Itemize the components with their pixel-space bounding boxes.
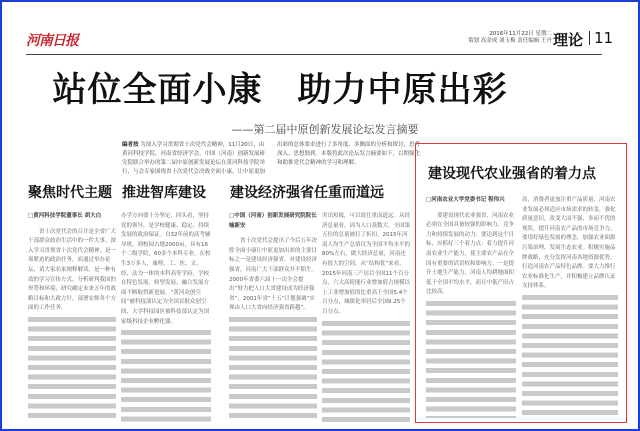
text-lines: [322, 318, 410, 422]
byline: □河南农业大学党委书记 程伟兴: [426, 197, 505, 203]
article-heading: 建设现代农业强省的着力点: [428, 166, 596, 182]
text-lines: [28, 314, 116, 422]
editor-note-label: 编者按: [122, 142, 139, 148]
article-text: 办学方向要十分坚定，回头看，坚持党的领导，是学校健康、稳定、持续发展的政治保证。自32年前的高考辅导班，到校园占地2000亩，具有16个二级学院，60多个本科专业，在校生3万多人，兼理、工、医、文、经、法为一体的本科高等学府，学校在特色发展、转型发展、融合发展方面不断取得新进展。“黄河众创空间”被科技部认定为全国首批众创空间，大学科技园区被科技部认定为国家级科技企业孵化器。: [121, 213, 211, 325]
article-heading: 推进智库建设: [122, 185, 206, 201]
article-heading: 建设经济强省任重而道远: [230, 185, 384, 201]
article-text: 要建设现代农业强省，河南农业必须在全国具备较强的影响力、竞争力和持续发展的动力。要达到这个目标，应抓好三个着力点：着力提升河南农业生产能力，使主要农产品在全国有重要的话语权和影响力。一是提升土地生产能力。河南人均耕地面积低于全国平均水平，而且中低产田占比较高。: [426, 212, 515, 296]
article-column: [28, 212, 116, 422]
newspaper-logo: 河南日报: [26, 33, 78, 49]
masthead-info: [462, 31, 552, 45]
divider: [589, 31, 590, 45]
issue-date: 2016年11月22日 星期二: [489, 31, 552, 37]
editor-note: [122, 141, 422, 177]
byline: □中国（河南）创新发展研究院院长 喻新安: [229, 213, 317, 229]
header-rule: [26, 54, 602, 55]
page-subtitle: ——第二届中原创新发展论坛发言摘要: [231, 123, 419, 136]
editor-note-text: 为深入学习贯彻省十次党代会精神，11月20日，由黄河科技学院、河南省经济学会、中国（河南）创新发展研究院联合举办的第二届中原创新发展论坛在黄河科技学院举行，与会专家围绕省十次党代会决战全面小康、让中原更加出彩的总体要求进行了多角度、多侧面的分析和探讨，思考深入、思想独到。本版将此次论坛发言摘要如下，以期强化和助推党代会精神的学习和理解。: [122, 142, 421, 175]
editors: 策划 高金成 刘玉梅 责任编辑 王丹: [468, 38, 552, 44]
article-text: 突出短板，可以说任重而道远。从经济总量看，因为人口基数大，全国第五位的总量被打了折扣。2015年河南人均生产总值仅为全国平均水平的80%左右，做大经济总量，河南还有很大的空间。从“结构优”来看，2015年河南三产居后全国11个百分点，六大高耗能行业增加值占规模以上工业增加值的比重高于全国5.4个百分点，城镇化率居后全国9.25个百分点。: [322, 213, 411, 315]
article-column: [121, 212, 211, 422]
article-column: [229, 212, 317, 422]
page-title: 站位全面小康 助力中原出彩: [52, 70, 508, 110]
page-number: 11: [594, 29, 614, 47]
text-lines: [229, 314, 317, 422]
article-heading: 聚焦时代主题: [28, 185, 112, 201]
article-text: 省十次党代会的召开是全省广大干部群众政治生活中的一件大事。深入学习贯彻省十次党代会精神，是一项紧迫的政治任务，而通过举办论坛，请大家名家阐释解读，是一种有效的学习宣传方式。分析研判我国的形势和环境，研究确定未来五年的战略目标和大政方针，部署安排各个方面的工作任务。: [28, 228, 117, 312]
article-column: [322, 212, 410, 422]
text-lines: [522, 292, 618, 418]
article-column: [426, 196, 516, 418]
text-lines: [426, 298, 516, 418]
article-column: [522, 196, 618, 418]
article-text: 省十次党代会提出了今后五年决胜全面小康让中原更加出彩的主要目标之一是建设经济强省。对建设经济强省，河南广大干部群众并不陌生。2000年省委六届十一次全会提出“努力把人口大省建设成为经济强省”，2001年省“十五”计划强调“实现由人口大省向经济强省跨越”。: [229, 238, 318, 312]
byline: □黄河科技学院董事长 胡大白: [28, 213, 102, 219]
section-name: 理论: [553, 31, 584, 49]
article-text: 高，消费者更加注重产品质量，河南农业发展必须适应市场需求的转变，强化质量意识，改变大而不强、多而不优的现状，提升河南农产品的市场竞争力。要用好绿色发展的理念，加强农业面源污染治理，发展生态农业。积极实施品牌战略，充分发挥河南各地资源优势，打造河南农产品特色品牌。要大力推行农业标准化生产，并积极建立品牌认证支持体系。: [522, 197, 616, 290]
text-lines: [121, 327, 211, 422]
